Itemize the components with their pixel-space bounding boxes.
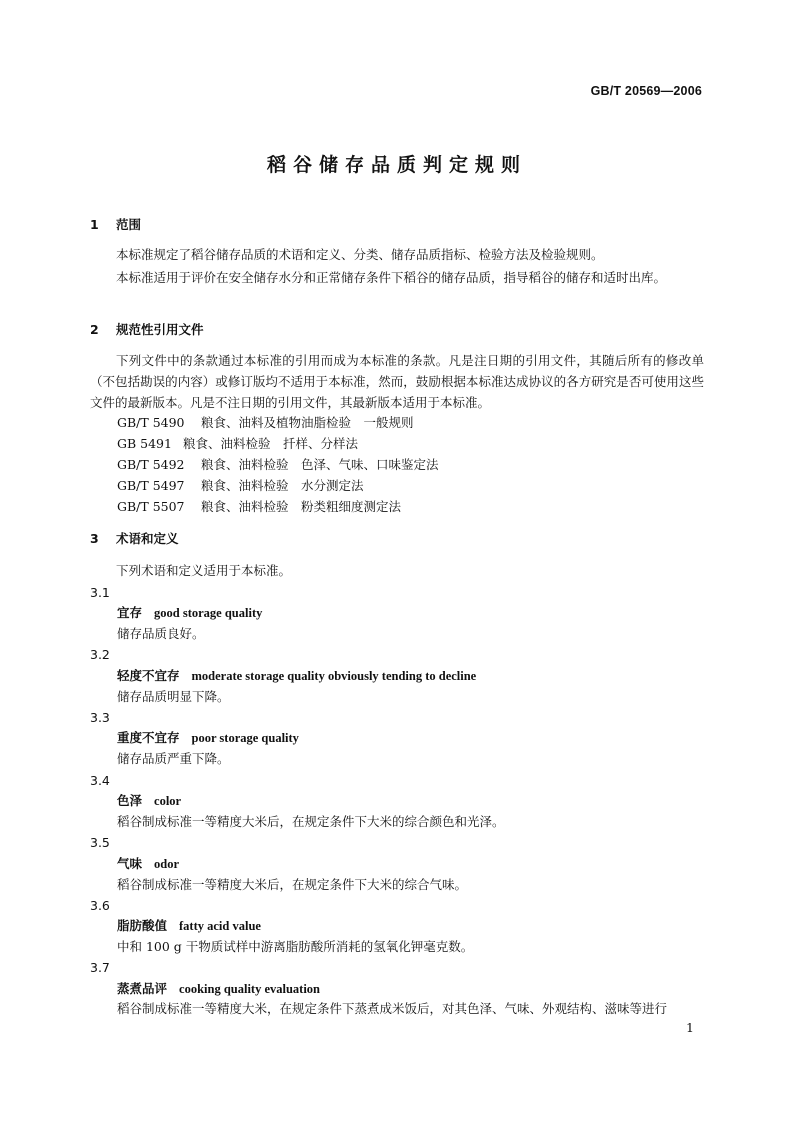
reference-code: GB 5491: [117, 436, 172, 451]
clause-number: 3.5: [90, 835, 110, 850]
section-title: 范围: [116, 217, 142, 232]
reference-code: GB/T 5492: [117, 457, 185, 472]
term-definition: 稻谷制成标准一等精度大米后，在规定条件下大米的综合气味。: [117, 877, 468, 892]
term-zh: 重度不宜存: [117, 730, 180, 745]
term-heading: [90, 603, 731, 624]
section-number: 1: [90, 217, 99, 232]
section-title: 术语和定义: [116, 531, 179, 546]
reference-title: 粮食、油料检验 粉类粗细度测定法: [201, 499, 402, 514]
sec2-paragraph-1: 下列文件中的条款通过本标准的引用而成为本标准的条款。凡是注日期的引用文件，其随后所有的修改单（不包括勘误的内容）或修订版均不适用于本标准，然而，鼓励根据本标准达成协议的各方研究是否可使用这些文件的最新版本。凡是不注日期的引用文件，其最新版本适用于本标准。: [90, 353, 704, 410]
term-en: color: [154, 794, 182, 808]
clause-number: 3.7: [90, 960, 110, 975]
term-zh: 色泽: [117, 793, 143, 808]
sec1-paragraph-2: 本标准适用于评价在安全储存水分和正常储存条件下稻谷的储存品质，指导稻谷的储存和适时出库。: [116, 270, 667, 285]
term-heading: [90, 728, 731, 749]
reference-code: GB/T 5490: [117, 415, 185, 430]
clause-number: 3.3: [90, 710, 110, 725]
term-definition: 储存品质良好。: [117, 626, 205, 641]
sec3-intro: 下列术语和定义适用于本标准。: [116, 563, 292, 578]
reference-item: [90, 497, 731, 518]
clause-number: 3.4: [90, 773, 110, 788]
document-title: 稻谷储存品质判定规则: [266, 154, 527, 176]
term-definition: 储存品质明显下降。: [117, 689, 230, 704]
term-en: odor: [154, 857, 180, 871]
term-heading: [90, 666, 731, 687]
sec1-paragraph-1: 本标准规定了稻谷储存品质的术语和定义、分类、储存品质指标、检验方法及检验规则。: [116, 247, 604, 262]
term-definition: 储存品质严重下降。: [117, 751, 230, 766]
term-zh: 宜存: [117, 605, 143, 620]
term-heading: [90, 791, 731, 812]
term-heading: [90, 979, 731, 1000]
reference-title: 粮食、油料检验 扦样、分样法: [183, 436, 359, 451]
reference-item: [90, 413, 731, 434]
term-definition: 稻谷制成标准一等精度大米，在规定条件下蒸煮成米饭后，对其色泽、气味、外观结构、滋味等进行: [117, 1001, 668, 1016]
term-zh: 气味: [117, 856, 143, 871]
term-zh: 蒸煮品评: [117, 981, 168, 996]
section-1-heading: [90, 215, 704, 236]
clause-number: 3.1: [90, 585, 110, 600]
page-number: 1: [686, 1020, 694, 1035]
reference-code: GB/T 5507: [117, 499, 185, 514]
section-2-heading: [90, 320, 704, 341]
clause-number: 3.6: [90, 898, 110, 913]
term-zh: 轻度不宜存: [117, 668, 180, 683]
reference-item: [90, 476, 731, 497]
section-title: 规范性引用文件: [116, 322, 204, 337]
clause-number: 3.2: [90, 647, 110, 662]
term-definition: 中和 100 g 干物质试样中游离脂肪酸所消耗的氢氧化钾毫克数。: [117, 939, 474, 954]
term-en: moderate storage quality obviously tending to decline: [191, 669, 477, 683]
reference-title: 粮食、油料及植物油脂检验 一般规则: [201, 415, 414, 430]
section-number: 2: [90, 322, 99, 337]
reference-title: 粮食、油料检验 色泽、气味、口味鉴定法: [201, 457, 439, 472]
reference-title: 粮食、油料检验 水分测定法: [201, 478, 364, 493]
term-definition: 稻谷制成标准一等精度大米后，在规定条件下大米的综合颜色和光泽。: [117, 814, 505, 829]
standard-number: GB/T 20569—2006: [590, 84, 702, 98]
section-number: 3: [90, 531, 99, 546]
reference-code: GB/T 5497: [117, 478, 185, 493]
term-heading: [90, 854, 731, 875]
term-en: cooking quality evaluation: [179, 982, 321, 996]
term-heading: [90, 916, 731, 937]
term-zh: 脂肪酸值: [117, 918, 168, 933]
reference-item: [90, 434, 731, 455]
reference-item: [90, 455, 731, 476]
term-en: fatty acid value: [179, 919, 261, 933]
term-en: poor storage quality: [191, 731, 299, 745]
term-en: good storage quality: [154, 606, 263, 620]
section-3-heading: [90, 529, 704, 550]
